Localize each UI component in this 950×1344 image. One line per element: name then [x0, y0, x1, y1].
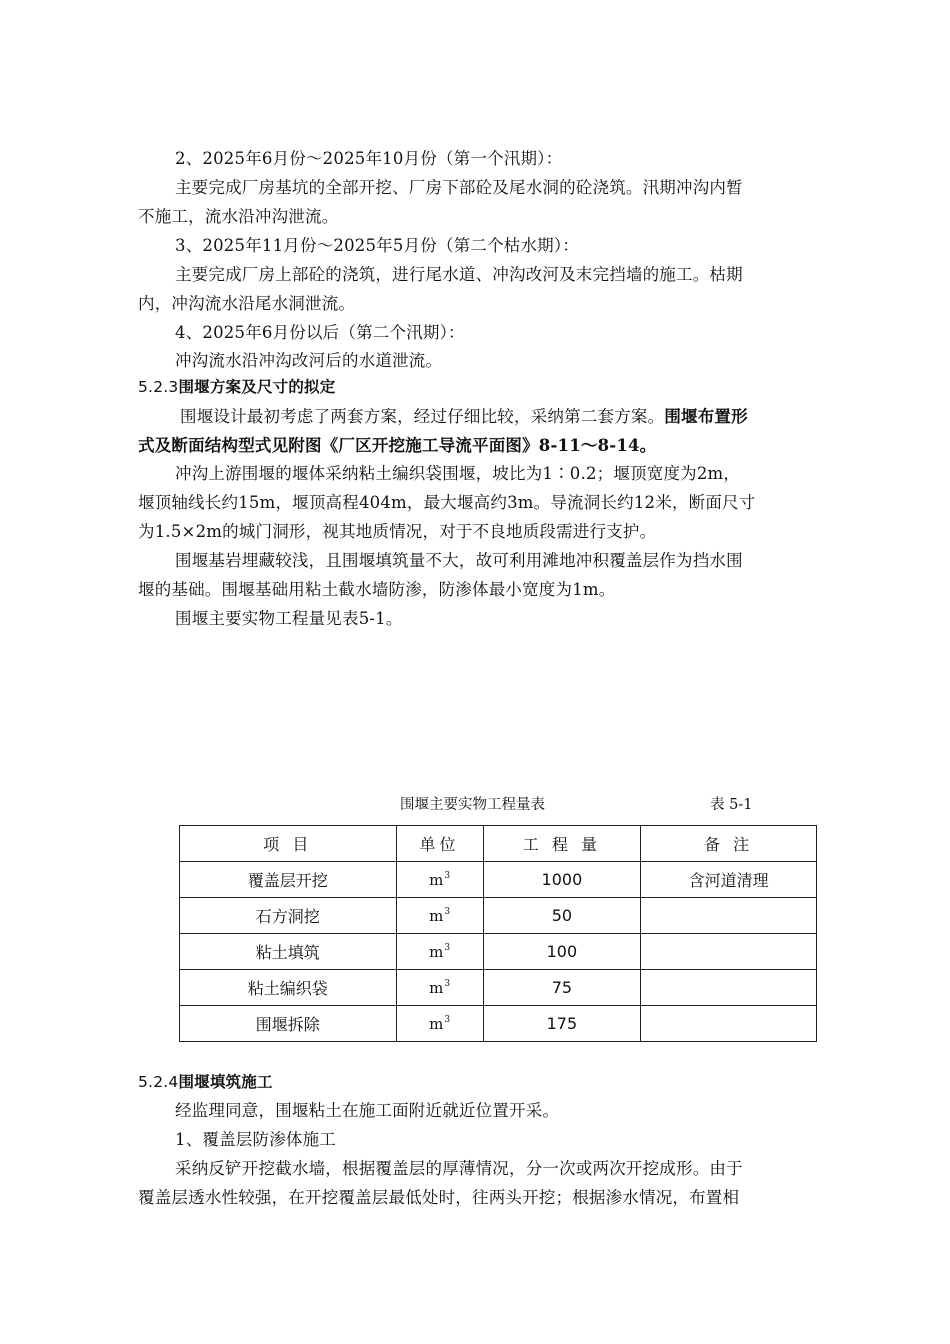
- section-523-para2-line3: 为1.5×2m的城门洞形，视其地质情况，对于不良地质段需进行支护。: [138, 522, 657, 541]
- header-quantity: 工 程 量: [483, 826, 641, 862]
- section-524-title: 围堰填筑施工: [178, 1073, 273, 1091]
- section-523-para1-line1: [180, 402, 748, 431]
- cell-quantity: 1000: [483, 862, 641, 898]
- section-524-sub1-line1: 采纳反铲开挖截水墙，根据覆盖层的厚薄情况，分一次或两次开挖成形。由于: [175, 1159, 743, 1178]
- cell-unit: $m^3$: [396, 898, 483, 934]
- section-524-sub1-line2: 覆盖层透水性较强，在开挖覆盖层最低处时，往两头开挖；根据渗水情况，布置相: [138, 1188, 740, 1207]
- period-4-title: 4、2025年6月份以后（第二个汛期）：: [175, 323, 465, 342]
- cell-item: 石方洞挖: [180, 898, 397, 934]
- quantities-table: [179, 825, 817, 1042]
- section-524-para1: 经监理同意，围堰粘土在施工面附近就近位置开采。: [175, 1101, 560, 1120]
- header-note: 备 注: [641, 826, 817, 862]
- para1-regular-text: 围堰设计最初考虑了两套方案，经过仔细比较，采纳第二套方案。: [180, 407, 665, 426]
- section-523-number: 5.2.3: [138, 378, 179, 396]
- table-number: 表 5-1: [710, 797, 753, 813]
- period-3-title: 3、2025年11月份～2025年5月份（第二个枯水期）：: [175, 236, 580, 255]
- cell-note: [641, 898, 817, 934]
- cell-note: [641, 1006, 817, 1042]
- table-row: [180, 970, 817, 1006]
- para1-bold-text: 围堰布置形: [664, 407, 748, 426]
- section-523-para2-line1: 冲沟上游围堰的堰体采纳粘土编织袋围堰，坡比为1∶0.2；堰顶宽度为2m，: [175, 464, 741, 483]
- cell-item: 围堰拆除: [180, 1006, 397, 1042]
- period-3-text-line2: 内，冲沟流水沿尾水洞泄流。: [138, 294, 356, 313]
- period-2-text-line2: 不施工，流水沿冲沟泄流。: [138, 207, 339, 226]
- period-3-text-line1: 主要完成厂房上部砼的浇筑，进行尾水道、冲沟改河及末完挡墙的施工。枯期: [175, 265, 743, 284]
- table-row: [180, 934, 817, 970]
- period-2-title: 2、2025年6月份～2025年10月份（第一个汛期）：: [175, 149, 563, 168]
- section-524-number: 5.2.4: [138, 1073, 179, 1091]
- cell-quantity: 50: [483, 898, 641, 934]
- cell-quantity: 175: [483, 1006, 641, 1042]
- cell-unit: $m^3$: [396, 1006, 483, 1042]
- table-caption: 围堰主要实物工程量表: [400, 797, 545, 813]
- cell-item: 粘土填筑: [180, 934, 397, 970]
- cell-note: [641, 934, 817, 970]
- cell-unit: $m^3$: [396, 934, 483, 970]
- cell-item: 粘土编织袋: [180, 970, 397, 1006]
- cell-note: [641, 970, 817, 1006]
- section-524-heading: [138, 1068, 273, 1097]
- header-item: 项 目: [180, 826, 397, 862]
- cell-unit: $m^3$: [396, 970, 483, 1006]
- section-523-para2-line2: 堰顶轴线长约15m，堰顶高程404m，最大堰高约3m。导流洞长约12米，断面尺寸: [138, 493, 756, 512]
- cell-item: 覆盖层开挖: [180, 862, 397, 898]
- header-unit: 单位: [396, 826, 483, 862]
- section-523-para3-line1: 围堰基岩埋藏较浅，且围堰填筑量不大，故可利用滩地冲积覆盖层作为挡水围: [175, 551, 743, 570]
- table-header-row: [180, 826, 817, 862]
- period-2-text-line1: 主要完成厂房基坑的全部开挖、厂房下部砼及尾水洞的砼浇筑。汛期冲沟内暂: [175, 178, 743, 197]
- table-row: [180, 1006, 817, 1042]
- cell-note: 含河道清理: [641, 862, 817, 898]
- section-523-title: 围堰方案及尺寸的拟定: [178, 378, 336, 396]
- table-row: [180, 898, 817, 934]
- cell-quantity: 100: [483, 934, 641, 970]
- cell-quantity: 75: [483, 970, 641, 1006]
- section-524-sub1-title: 1、覆盖层防渗体施工: [175, 1130, 336, 1149]
- cell-unit: $m^3$: [396, 862, 483, 898]
- section-523-para4: 围堰主要实物工程量见表5-1。: [175, 609, 403, 628]
- table-row: [180, 862, 817, 898]
- section-523-heading: [138, 373, 335, 402]
- period-4-text-line1: 冲沟流水沿冲沟改河后的水道泄流。: [175, 351, 443, 370]
- section-523-para1-line2: 式及断面结构型式见附图《厂区开挖施工导流平面图》8-11～8-14。: [138, 436, 657, 455]
- section-523-para3-line2: 堰的基础。围堰基础用粘土截水墙防渗，防渗体最小宽度为1m。: [138, 580, 616, 599]
